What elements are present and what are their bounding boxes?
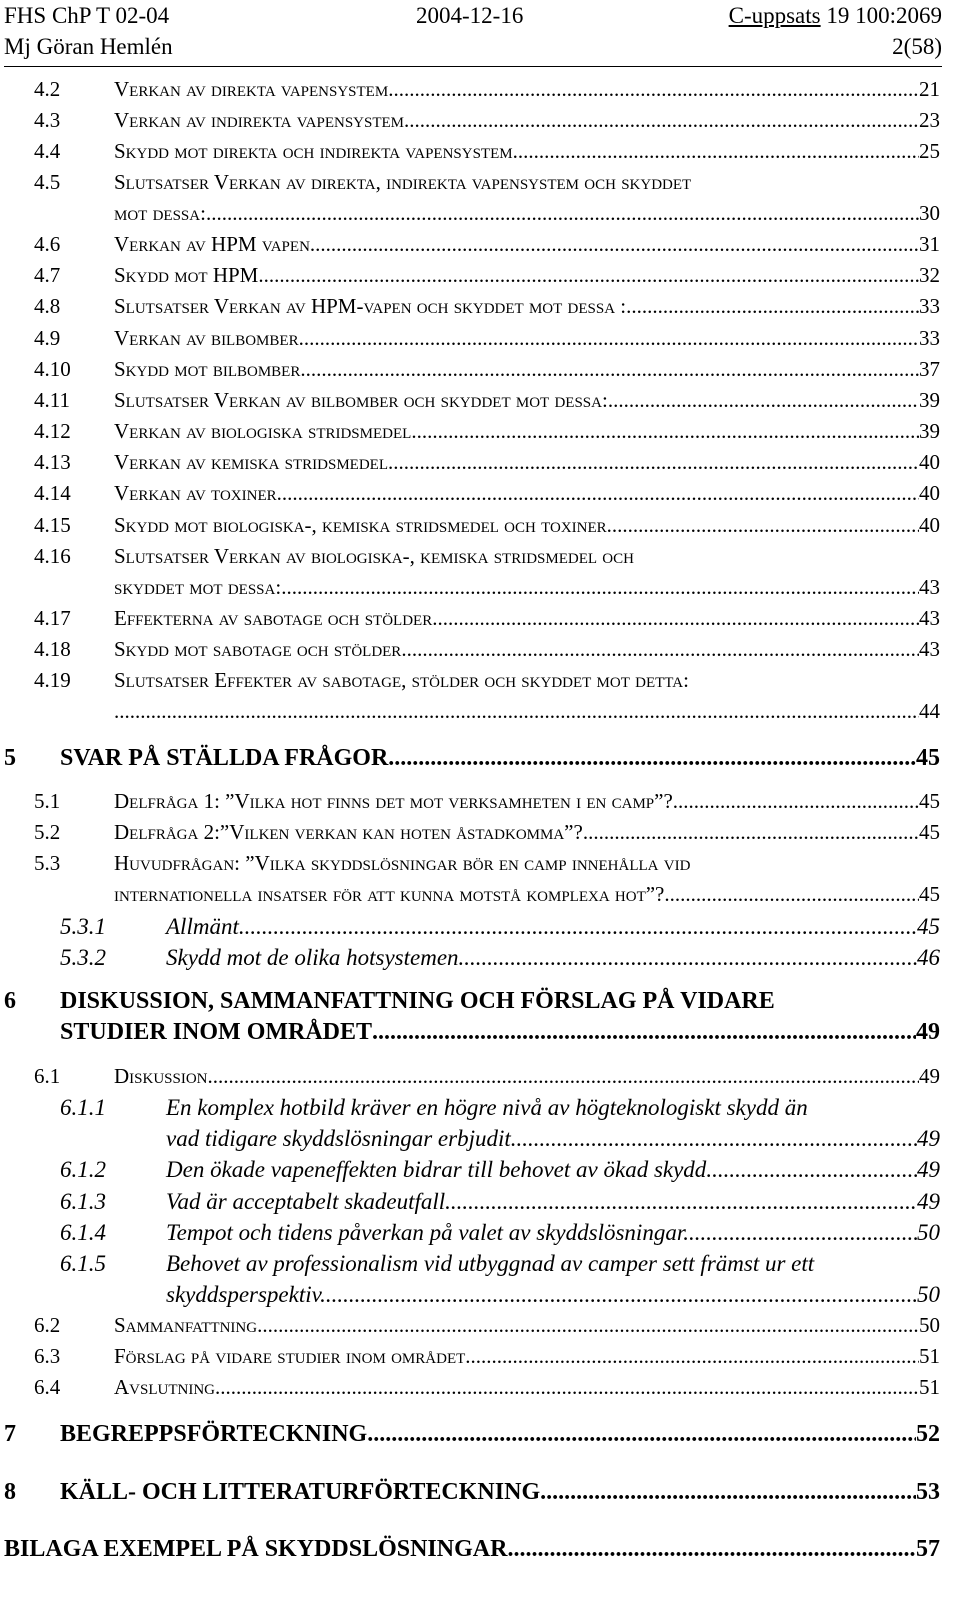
toc-title: SVAR PÅ STÄLLDA FRÅGOR [60, 745, 389, 771]
toc-leader [689, 1220, 917, 1246]
toc-line [0, 77, 940, 107]
toc-page: 43 [919, 637, 940, 661]
toc-line [0, 914, 940, 944]
toc-title: Skydd mot biologiska-, kemiska stridsmedel och toxiner [114, 513, 607, 537]
toc-number: 6 [4, 988, 16, 1014]
toc-line [0, 1344, 940, 1374]
toc-leader [706, 1157, 917, 1183]
toc-title: DISKUSSION, SAMMANFATTNING OCH FÖRSLAG PÅ VIDARE [60, 988, 775, 1014]
toc-leader [257, 1313, 919, 1338]
toc-number: 4.15 [34, 513, 71, 537]
toc-title: Huvudfrågan: ”Vilka skyddslösningar bör en camp innehålla vid [114, 851, 691, 875]
toc-leader [215, 1375, 919, 1400]
toc-line [0, 139, 940, 169]
toc-leader [299, 326, 919, 351]
toc-line [0, 1019, 940, 1049]
toc-title: skyddsperspektiv. [166, 1282, 326, 1307]
toc-title: Slutsatser Verkan av direkta, indirekta vapensystem och skyddet [114, 170, 692, 194]
toc-page: 39 [919, 388, 940, 412]
toc-line [0, 450, 940, 480]
toc-page: 51 [919, 1375, 940, 1399]
toc-number: 4.16 [34, 544, 71, 568]
toc-leader [388, 77, 919, 102]
toc-page: 31 [919, 232, 940, 256]
toc-title: KÄLL- OCH LITTERATURFÖRTECKNING [60, 1479, 541, 1505]
toc-number: 5.3.2 [60, 945, 106, 970]
toc-number: 4.5 [34, 170, 61, 194]
toc-title: Slutsatser Verkan av HPM-vapen och skyddet mot dessa : [114, 294, 627, 318]
author-name: Mj Göran Hemlén [4, 34, 173, 59]
toc-leader [465, 1344, 919, 1369]
toc-title: Effekterna av sabotage och stölder [114, 606, 433, 630]
toc-page: 32 [919, 263, 940, 287]
toc-line [0, 1189, 940, 1219]
toc-title: Skydd mot sabotage och stölder [114, 637, 402, 661]
toc-leader [372, 1019, 916, 1046]
toc-leader [281, 575, 919, 600]
toc-line [0, 1282, 940, 1312]
toc-line [0, 945, 940, 975]
toc-line [0, 1157, 940, 1187]
toc-title: Slutsatser Effekter av sabotage, stölder och skyddet mot detta: [114, 668, 689, 692]
toc-number: 4.13 [34, 450, 71, 474]
toc-page: 57 [916, 1536, 940, 1562]
toc-number: 4.18 [34, 637, 71, 661]
toc-number: 6.3 [34, 1344, 61, 1368]
toc-number: 6.2 [34, 1313, 61, 1337]
toc-number: 4.4 [34, 139, 61, 163]
toc-line [0, 513, 940, 543]
course-code: 19 100:2069 [820, 3, 942, 28]
toc-page: 45 [919, 789, 940, 813]
toc-title: BEGREPPSFÖRTECKNING [60, 1421, 368, 1447]
toc-number: 4.17 [34, 606, 71, 630]
toc-line [0, 668, 940, 698]
toc-number: 5.1 [34, 789, 61, 813]
toc-leader [511, 1126, 917, 1152]
toc-leader [459, 945, 917, 971]
toc-page: 46 [917, 945, 940, 970]
toc-page: 51 [919, 1344, 940, 1368]
toc-line [0, 294, 940, 324]
document-date: 2004-12-16 [416, 3, 524, 28]
toc-title: Sammanfattning [114, 1313, 258, 1337]
toc-line [0, 745, 940, 775]
toc-leader [608, 388, 919, 413]
toc-title: Den ökade vapeneffekten bidrar till behovet av ökad skydd [166, 1157, 707, 1182]
toc-title: Avslutning [114, 1375, 215, 1399]
toc-number: 4.11 [34, 388, 70, 412]
toc-title: Verkan av toxiner [114, 481, 277, 505]
toc-title: Verkan av bilbomber [114, 326, 299, 350]
toc-page: 49 [919, 1064, 940, 1088]
toc-leader [607, 513, 919, 538]
toc-leader [388, 450, 919, 475]
toc-line [0, 108, 940, 138]
toc-number: 6.1.3 [60, 1189, 106, 1214]
toc-title: Skydd mot de olika hotsystemen [166, 945, 459, 970]
toc-number: 6.1 [34, 1064, 61, 1088]
toc-leader [583, 820, 919, 845]
toc-number: 6.1.1 [60, 1095, 106, 1120]
toc-line [0, 263, 940, 293]
toc-number: 4.2 [34, 77, 61, 101]
toc-page: 45 [919, 882, 940, 906]
page-number: 2(58) [892, 34, 942, 59]
toc-page: 45 [917, 914, 940, 939]
toc-title: Skydd mot direkta och indirekta vapensystem [114, 139, 513, 163]
toc-title: Slutsatser Verkan av bilbomber och skyddet mot dessa: [114, 388, 608, 412]
toc-title: Diskussion [114, 1064, 208, 1088]
toc-line [0, 481, 940, 511]
toc-title: Delfråga 2:”Vilken verkan kan hoten åstadkomma”? [114, 820, 583, 844]
toc-page: 52 [916, 1421, 940, 1447]
toc-page: 43 [919, 606, 940, 630]
toc-leader [673, 789, 919, 814]
toc-line [0, 1421, 940, 1451]
toc-line [0, 326, 940, 356]
toc-page: 23 [919, 108, 940, 132]
toc-leader [401, 637, 919, 662]
toc-leader [540, 1479, 916, 1506]
course-type: C-uppsats [728, 3, 821, 28]
toc-title: BILAGA EXEMPEL PÅ SKYDDSLÖSNINGAR [4, 1536, 508, 1562]
toc-line [0, 1095, 940, 1125]
toc-title: Delfråga 1: ”Vilka hot finns det mot verksamheten i en camp”? [114, 789, 673, 813]
toc-leader [114, 699, 919, 724]
toc-line [0, 388, 940, 418]
toc-line [0, 637, 940, 667]
toc-page: 21 [919, 77, 940, 101]
toc-leader [239, 914, 917, 940]
toc-line [0, 1064, 940, 1094]
toc-title: Skydd mot bilbomber [114, 357, 301, 381]
toc-number: 4.9 [34, 326, 61, 350]
toc-leader [258, 263, 919, 288]
toc-title: En komplex hotbild kräver en högre nivå av högteknologiskt skydd än [166, 1095, 808, 1120]
toc-leader [310, 232, 919, 257]
toc-line [0, 232, 940, 262]
toc-title: vad tidigare skyddslösningar erbjudit [166, 1126, 511, 1151]
toc-line [0, 851, 940, 881]
toc-leader [411, 419, 919, 444]
toc-title: Verkan av direkta vapensystem [114, 77, 389, 101]
toc-line [0, 1536, 940, 1566]
toc-page: 40 [919, 450, 940, 474]
toc-page: 49 [916, 1019, 940, 1045]
toc-leader [513, 139, 919, 164]
toc-line [0, 1126, 940, 1156]
toc-title: internationella insatser för att kunna motstå komplexa hot”? [114, 882, 665, 906]
toc-leader [664, 882, 919, 907]
toc-line [0, 544, 940, 574]
toc-number: 6.4 [34, 1375, 61, 1399]
toc-line [0, 789, 940, 819]
toc-line [0, 1313, 940, 1343]
toc-leader [300, 357, 919, 382]
toc-leader [507, 1536, 916, 1563]
toc-title: Verkan av kemiska stridsmedel [114, 450, 388, 474]
toc-number: 4.14 [34, 481, 71, 505]
toc-number: 5.3 [34, 851, 61, 875]
toc-line [0, 699, 940, 729]
toc-number: 4.12 [34, 419, 71, 443]
toc-number: 6.1.2 [60, 1157, 106, 1182]
toc-line [0, 357, 940, 387]
toc-number: 6.1.5 [60, 1251, 106, 1276]
toc-page: 43 [919, 575, 940, 599]
toc-page: 40 [919, 513, 940, 537]
toc-title: Verkan av biologiska stridsmedel [114, 419, 412, 443]
toc-leader [388, 745, 916, 772]
toc-title: Verkan av HPM vapen [114, 232, 310, 256]
toc-leader [208, 1064, 919, 1089]
toc-page: 49 [917, 1126, 940, 1151]
toc-line [0, 201, 940, 231]
toc-line [0, 1251, 940, 1281]
toc-page: 40 [919, 481, 940, 505]
toc-number: 7 [4, 1421, 16, 1447]
toc-line [0, 1479, 940, 1509]
toc-leader [367, 1421, 916, 1448]
toc-leader [432, 606, 919, 631]
toc-line [0, 882, 940, 912]
toc-title: Allmänt [166, 914, 239, 939]
toc-page: 33 [919, 326, 940, 350]
toc-title: Behovet av professionalism vid utbyggnad av camper sett främst ur ett [166, 1251, 815, 1276]
toc-leader [445, 1189, 917, 1215]
toc-page: 39 [919, 419, 940, 443]
toc-leader [404, 108, 919, 133]
toc-leader [626, 294, 919, 319]
toc-page: 50 [917, 1282, 940, 1307]
toc-number: 5 [4, 745, 16, 771]
toc-line [0, 820, 940, 850]
toc-title: Vad är acceptabelt skadeutfall [166, 1189, 446, 1214]
toc-title: STUDIER INOM OMRÅDET [60, 1019, 373, 1045]
toc-number: 8 [4, 1479, 16, 1505]
toc-number: 5.3.1 [60, 914, 106, 939]
toc-title: Tempot och tidens påverkan på valet av skyddslösningar. [166, 1220, 689, 1245]
toc-number: 4.10 [34, 357, 71, 381]
document-code: FHS ChP T 02-04 [4, 3, 170, 28]
toc-leader [277, 481, 919, 506]
toc-line [0, 606, 940, 636]
toc-number: 4.19 [34, 668, 71, 692]
toc-number: 4.3 [34, 108, 61, 132]
toc-line [0, 1375, 940, 1405]
toc-number: 4.8 [34, 294, 61, 318]
toc-page: 30 [919, 201, 940, 225]
toc-page: 25 [919, 139, 940, 163]
toc-title: skyddet mot dessa: [114, 575, 282, 599]
toc-page: 44 [919, 699, 940, 723]
toc-line [0, 988, 940, 1018]
toc-number: 5.2 [34, 820, 61, 844]
toc-number: 4.7 [34, 263, 61, 287]
toc-number: 6.1.4 [60, 1220, 106, 1245]
toc-page: 49 [917, 1157, 940, 1182]
toc-leader [326, 1282, 917, 1308]
toc-line [0, 1220, 940, 1250]
toc-page: 45 [919, 820, 940, 844]
toc-page: 49 [917, 1189, 940, 1214]
toc-line [0, 575, 940, 605]
toc-leader [206, 201, 919, 226]
toc-title: Verkan av indirekta vapensystem [114, 108, 405, 132]
toc-page: 53 [916, 1479, 940, 1505]
toc-title: Slutsatser Verkan av biologiska-, kemiska stridsmedel och [114, 544, 634, 568]
toc-number: 4.6 [34, 232, 61, 256]
toc-page: 33 [919, 294, 940, 318]
toc-line [0, 170, 940, 200]
toc-page: 50 [917, 1220, 940, 1245]
toc-line [0, 419, 940, 449]
toc-page: 37 [919, 357, 940, 381]
toc-page: 50 [919, 1313, 940, 1337]
toc-page: 45 [916, 745, 940, 771]
toc-title: mot dessa: [114, 201, 206, 225]
toc-title: Skydd mot HPM [114, 263, 259, 287]
toc-title: Förslag på vidare studier inom området [114, 1344, 466, 1368]
